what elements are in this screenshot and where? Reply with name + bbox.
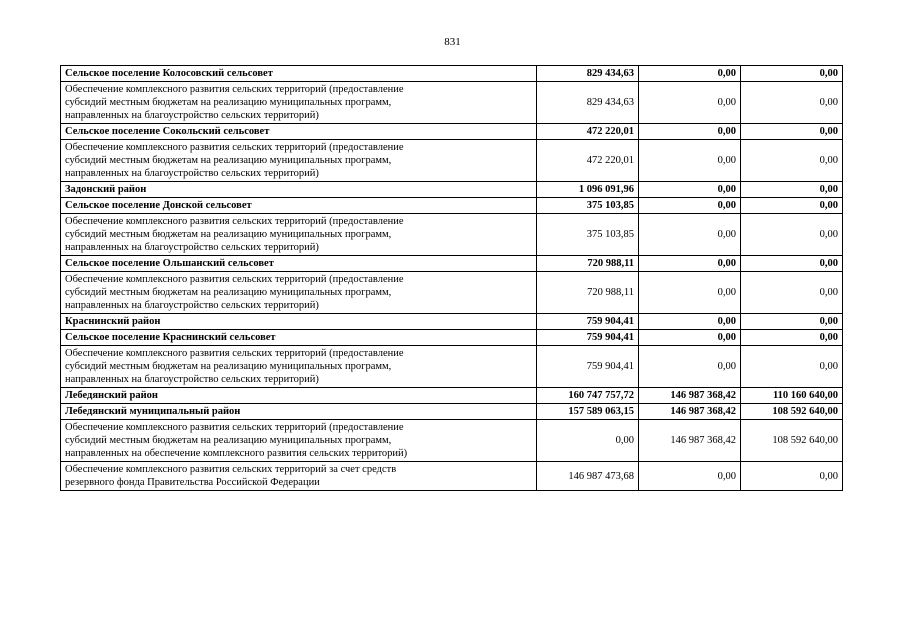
amount-cell-1: 0,00: [537, 420, 639, 462]
amount-cell-2: 0,00: [639, 140, 741, 182]
amount-cell-3: 0,00: [741, 330, 843, 346]
amount-cell-2: 146 987 368,42: [639, 388, 741, 404]
row-name-line: Лебедянский муниципальный район: [65, 406, 241, 417]
amount-cell-2: 0,00: [639, 182, 741, 198]
page-number: 831: [444, 36, 461, 48]
row-name: [61, 182, 537, 198]
row-name-line: Обеспечение комплексного развития сельских территорий (предоставление: [65, 216, 404, 227]
row-name-line: Обеспечение комплексного развития сельских территорий за счет средств: [65, 464, 397, 475]
row-name: [61, 272, 537, 314]
row-name-line: субсидий местным бюджетам на реализацию муниципальных программ,: [65, 155, 392, 166]
amount-cell-3: 0,00: [741, 272, 843, 314]
row-name: [61, 124, 537, 140]
row-name: [61, 346, 537, 388]
amount-cell-2: 0,00: [639, 314, 741, 330]
budget-table: [60, 65, 843, 491]
row-name: [61, 388, 537, 404]
amount-cell-2: 0,00: [639, 198, 741, 214]
row-name-line: направленных на благоустройство сельских территорий): [65, 300, 319, 311]
amount-cell-3: 0,00: [741, 82, 843, 124]
table-row: [61, 66, 843, 82]
amount-cell-3: 0,00: [741, 256, 843, 272]
amount-cell-3: 110 160 640,00: [741, 388, 843, 404]
amount-cell-2: 146 987 368,42: [639, 404, 741, 420]
row-name-line: Сельское поселение Ольшанский сельсовет: [65, 258, 274, 269]
table-row: [61, 330, 843, 346]
amount-cell-1: 160 747 757,72: [537, 388, 639, 404]
amount-cell-3: 0,00: [741, 140, 843, 182]
row-name: [61, 314, 537, 330]
row-name-line: Сельское поселение Донской сельсовет: [65, 200, 252, 211]
table-row: [61, 404, 843, 420]
amount-cell-2: 0,00: [639, 272, 741, 314]
row-name-line: Краснинский район: [65, 316, 161, 327]
table-row: [61, 124, 843, 140]
row-name-line: Сельское поселение Сокольский сельсовет: [65, 126, 270, 137]
row-name-line: Обеспечение комплексного развития сельских территорий (предоставление: [65, 348, 404, 359]
row-name-line: субсидий местным бюджетам на реализацию муниципальных программ,: [65, 229, 392, 240]
row-name-line: направленных на благоустройство сельских территорий): [65, 374, 319, 385]
amount-cell-1: 1 096 091,96: [537, 182, 639, 198]
amount-cell-3: 0,00: [741, 462, 843, 491]
table-row: [61, 198, 843, 214]
amount-cell-1: 759 904,41: [537, 314, 639, 330]
amount-cell-3: 0,00: [741, 214, 843, 256]
row-name: [61, 404, 537, 420]
amount-cell-2: 0,00: [639, 82, 741, 124]
table-row: [61, 256, 843, 272]
amount-cell-1: 720 988,11: [537, 272, 639, 314]
row-name-line: субсидий местным бюджетам на реализацию муниципальных программ,: [65, 435, 392, 446]
amount-cell-1: 829 434,63: [537, 82, 639, 124]
table-row: [61, 388, 843, 404]
row-name: [61, 330, 537, 346]
amount-cell-1: 759 904,41: [537, 330, 639, 346]
table-row: [61, 346, 843, 388]
table-row: [61, 140, 843, 182]
row-name-line: резервного фонда Правительства Российской Федерации: [65, 477, 320, 488]
table-row: [61, 462, 843, 491]
table-row: [61, 214, 843, 256]
table-row: [61, 82, 843, 124]
row-name: [61, 256, 537, 272]
amount-cell-3: 0,00: [741, 182, 843, 198]
amount-cell-2: 0,00: [639, 66, 741, 82]
row-name-line: направленных на благоустройство сельских территорий): [65, 110, 319, 121]
amount-cell-3: 108 592 640,00: [741, 404, 843, 420]
row-name-line: Задонский район: [65, 184, 147, 195]
row-name: [61, 140, 537, 182]
amount-cell-1: 720 988,11: [537, 256, 639, 272]
amount-cell-1: 472 220,01: [537, 124, 639, 140]
row-name-line: направленных на благоустройство сельских территорий): [65, 168, 319, 179]
row-name: [61, 198, 537, 214]
amount-cell-1: 472 220,01: [537, 140, 639, 182]
amount-cell-2: 146 987 368,42: [639, 420, 741, 462]
amount-cell-2: 0,00: [639, 330, 741, 346]
row-name-line: Лебедянский район: [65, 390, 158, 401]
row-name-line: субсидий местным бюджетам на реализацию муниципальных программ,: [65, 97, 392, 108]
row-name-line: Обеспечение комплексного развития сельских территорий (предоставление: [65, 142, 404, 153]
amount-cell-3: 0,00: [741, 198, 843, 214]
amount-cell-3: 0,00: [741, 346, 843, 388]
amount-cell-2: 0,00: [639, 462, 741, 491]
row-name-line: Обеспечение комплексного развития сельских территорий (предоставление: [65, 84, 404, 95]
table-row: [61, 272, 843, 314]
amount-cell-3: 0,00: [741, 314, 843, 330]
row-name: [61, 66, 537, 82]
row-name-line: Сельское поселение Колосовский сельсовет: [65, 68, 273, 79]
row-name: [61, 462, 537, 491]
row-name: [61, 420, 537, 462]
amount-cell-2: 0,00: [639, 124, 741, 140]
amount-cell-1: 157 589 063,15: [537, 404, 639, 420]
amount-cell-3: 108 592 640,00: [741, 420, 843, 462]
amount-cell-1: 375 103,85: [537, 214, 639, 256]
amount-cell-2: 0,00: [639, 346, 741, 388]
row-name-line: Обеспечение комплексного развития сельских территорий (предоставление: [65, 422, 404, 433]
amount-cell-1: 375 103,85: [537, 198, 639, 214]
amount-cell-1: 759 904,41: [537, 346, 639, 388]
amount-cell-1: 146 987 473,68: [537, 462, 639, 491]
row-name-line: субсидий местным бюджетам на реализацию муниципальных программ,: [65, 287, 392, 298]
amount-cell-3: 0,00: [741, 124, 843, 140]
row-name-line: направленных на обеспечение комплексного развития сельских территорий): [65, 448, 408, 459]
table-row: [61, 314, 843, 330]
amount-cell-2: 0,00: [639, 214, 741, 256]
row-name: [61, 214, 537, 256]
row-name-line: Сельское поселение Краснинский сельсовет: [65, 332, 276, 343]
amount-cell-2: 0,00: [639, 256, 741, 272]
amount-cell-3: 0,00: [741, 66, 843, 82]
row-name: [61, 82, 537, 124]
table-body: [61, 66, 843, 491]
amount-cell-1: 829 434,63: [537, 66, 639, 82]
row-name-line: субсидий местным бюджетам на реализацию муниципальных программ,: [65, 361, 392, 372]
table-row: [61, 420, 843, 462]
table-row: [61, 182, 843, 198]
row-name-line: Обеспечение комплексного развития сельских территорий (предоставление: [65, 274, 404, 285]
row-name-line: направленных на благоустройство сельских территорий): [65, 242, 319, 253]
